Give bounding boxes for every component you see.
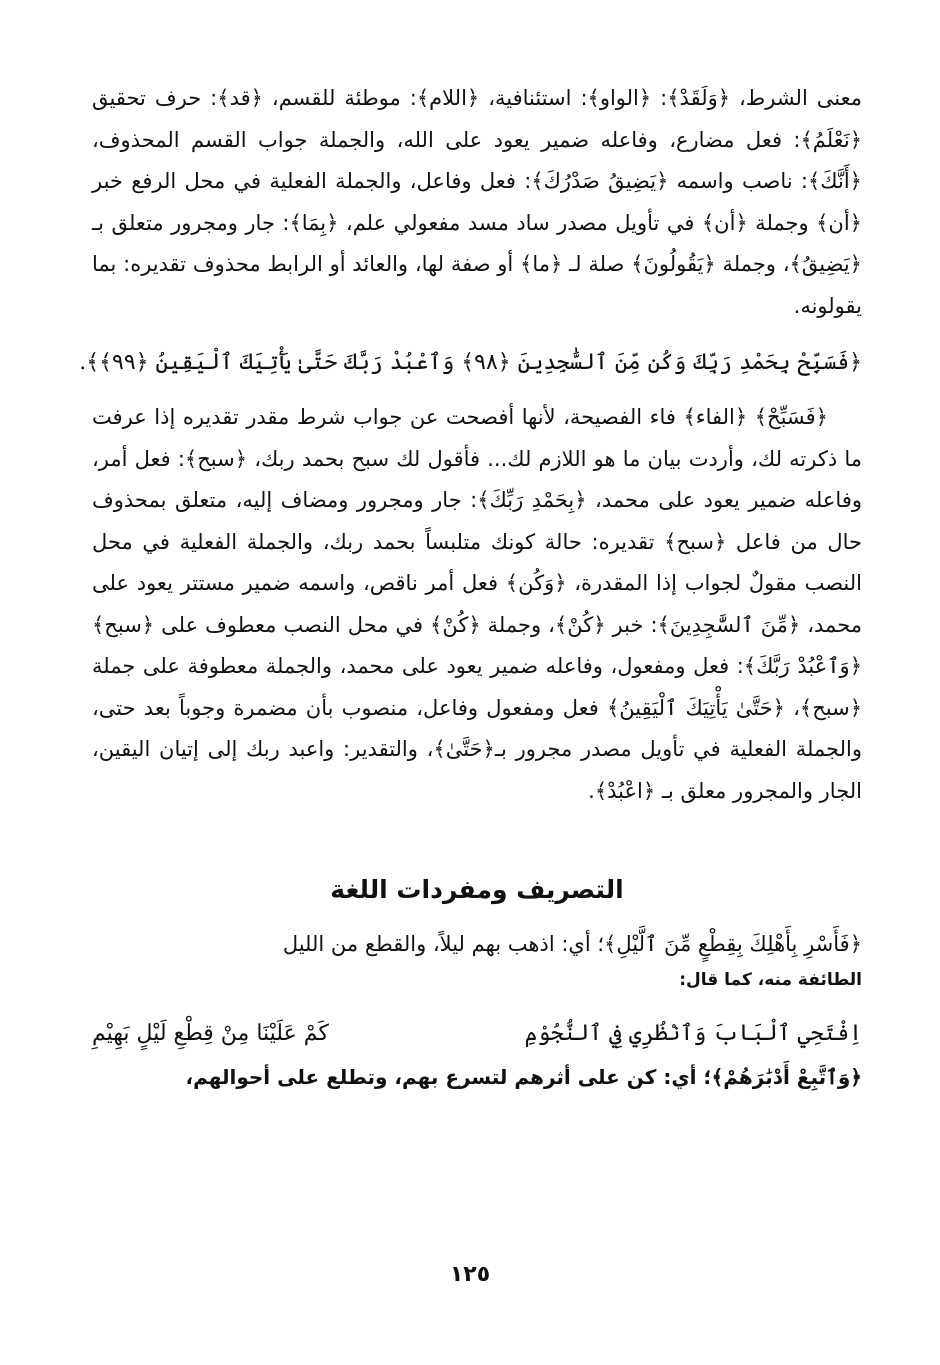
paragraph-grammar-2: ﴿فَسَبِّحْ﴾ ﴿الفاء﴾ فاء الفصيحة، لأنها أفصحت عن جواب شرط مقدر تقديره إذا عرفت ما ذكرته لك، وأردت بيان ما هو اللازم لك... فأقول لك سبح بحمد ربك، ﴿سبح﴾: فعل أمر، وفاعله ضمير يعود على محمد، ﴿بِحَمْدِ رَبِّكَ﴾: جار ومجرور ومضاف إليه، متعلق بمحذوف حال من فاعل ﴿سبح﴾ تقديره: حالة كونك متلبساً بحمد ربك، والجملة الفعلية في محل النصب مقولٌ لجواب إذا المقدرة، ﴿وَكُن﴾ فعل أمر ناقص، واسمه ضمير مستتر يعود على محمد، ﴿مِّنَ ٱلسَّٰجِدِينَ﴾: خبر ﴿كُنْ﴾، وجملة ﴿كُنْ﴾ في محل النصب معطوف على ﴿سبح﴾ ﴿وَٱعْبُدْ رَبَّكَ﴾: فعل ومفعول، وفاعله ضمير يعود على محمد، والجملة معطوفة على جملة ﴿سبح﴾، ﴿حَتَّىٰ يَأْتِيَكَ ٱلْيَقِينُ﴾ فعل ومفعول وفاعل، منصوب بأن مضمرة وجوباً بعد حتى، والجملة الفعلية في تأويل مصدر مجرور بـ﴿حَتَّىٰ﴾، والتقدير: واعبد ربك إلى إتيان اليقين، الجار والمجرور معلق بـ ﴿اعْبُدْ﴾. (92, 405, 862, 803)
paragraph-vocabulary-1-cont: الطائفة منه، كما قال: (679, 969, 862, 990)
paragraph-vocabulary-2: ﴿وَٱتَّبِعْ أَدْبَٰرَهُمْ﴾؛ أي: كن على أثرهم لتسرع بهم، وتطلع على أحوالهم، (185, 1064, 862, 1089)
poem-verse (92, 1012, 862, 1056)
page-body (79, 78, 862, 1096)
section-heading: التصريف ومفردات اللغة (330, 875, 624, 904)
paragraph-vocabulary-1: ﴿فَأَسْرِ بِأَهْلِكَ بِقِطْعٍ مِّنَ ٱلَّيْلِ﴾؛ أي: اذهب بهم ليلاً، والقطع من الليل (282, 932, 862, 956)
page-number: ١٢٥ (449, 1262, 491, 1287)
quran-verse: ﴿فَسَبِّحْ بِحَمْدِ رَبِّكَ وَكُن مِّنَ ٱلسَّٰجِدِينَ ﴿٩٨﴾ وَٱعْبُدْ رَبَّكَ حَتَّىٰ يَأْتِيَكَ ٱلْيَقِينُ ﴿٩٩﴾﴾. (79, 350, 862, 375)
paragraph-grammar-1: معنى الشرط، ﴿وَلَقَدْ﴾: ﴿الواو﴾: استئنافية، ﴿اللام﴾: موطئة للقسم، ﴿قد﴾: حرف تحقيق ﴿نَعْلَمُ﴾: فعل مضارع، وفاعله ضمير يعود على الله، والجملة جواب القسم المحذوف، ﴿أَنَّكَ﴾: ناصب واسمه ﴿يَضِيقُ صَدْرُكَ﴾: فعل وفاعل، والجملة الفعلية في محل الرفع خبر ﴿أن﴾ وجملة ﴿أن﴾ في تأويل مصدر ساد مسد مفعولي علم، ﴿بِمَا﴾: جار ومجرور متعلق بـ ﴿يَضِيقُ﴾، وجملة ﴿يَقُولُونَ﴾ صلة لـ ﴿ما﴾ أو صفة لها، والعائد أو الرابط محذوف تقديره: بما يقولونه. (92, 86, 862, 318)
poem-hemistich-first: اِفْتَحِي ٱلْبَابَ وَٱنْظُرِي فِي ٱلنُّجُوْمِ (524, 1020, 862, 1046)
poem-hemistich-second: كَمْ عَلَيْنَا مِنْ قِطْعِ لَيْلٍ بَهِيْمِ (92, 1020, 329, 1046)
